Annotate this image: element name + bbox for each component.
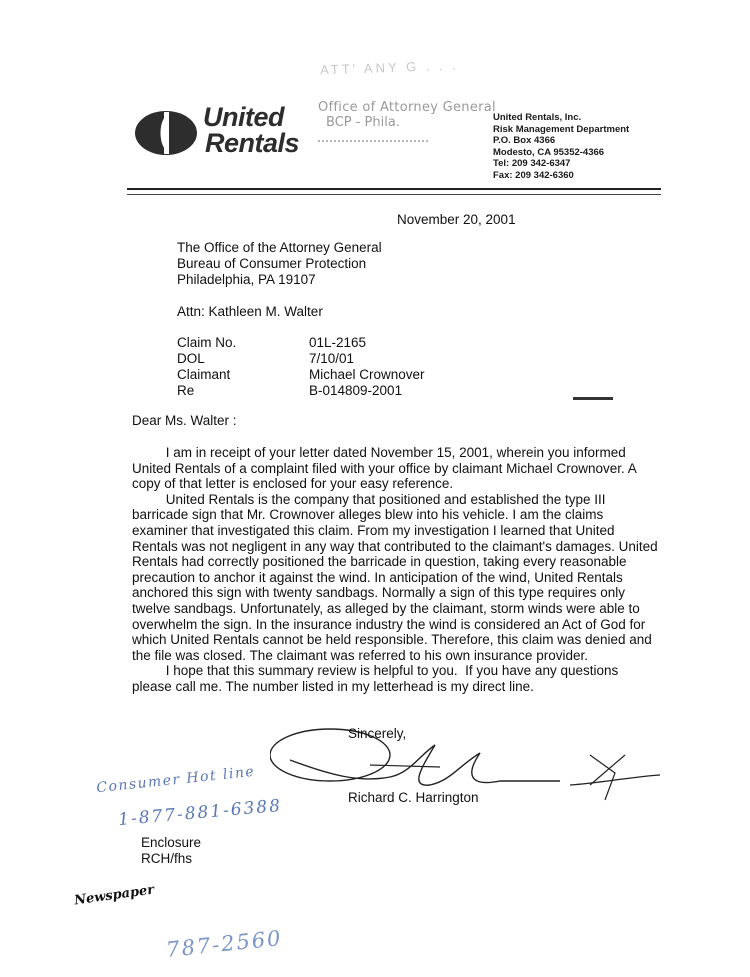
address-line: Bureau of Consumer Protection	[177, 256, 367, 271]
address-line: Philadelphia, PA 19107	[177, 272, 316, 287]
body-line: which United Rentals cannot be held responsible. Therefore, this claim was denied and	[132, 632, 652, 648]
body-line: I hope that this summary review is helpful to you. If you have any questions	[132, 663, 619, 679]
signer-name: Richard C. Harrington	[348, 790, 479, 805]
company-line: Fax: 209 342-6360	[493, 169, 574, 181]
body-line: precaution to anchor it against the wind. In anticipation of the wind, United Rentals	[132, 569, 623, 585]
claim-value: 01L-2165	[309, 335, 367, 350]
body-line: Rentals had correctly positioned the barricade in question, taking every reasonable	[132, 554, 627, 570]
company-address-block	[493, 112, 629, 181]
body-line: please call me. The number listed in my letterhead is my direct line.	[132, 678, 534, 694]
claim-labels	[177, 335, 236, 399]
stamp-line-1: Office of Attorney General	[318, 100, 496, 115]
company-line: P.O. Box 4366	[493, 135, 556, 146]
received-stamp	[318, 100, 496, 142]
letter-date: November 20, 2001	[397, 212, 516, 227]
body-line: copy of that letter is enclosed for your easy reference.	[132, 476, 454, 492]
claim-label: Re	[177, 383, 195, 398]
body-line: the file was closed. The claimant was referred to his own insurance provider.	[132, 647, 588, 663]
claim-values	[309, 335, 425, 399]
logo-line-2: Rentals	[205, 128, 300, 158]
letter-body	[132, 445, 662, 695]
company-line: Risk Management Department	[493, 123, 630, 135]
body-line: anchored this sign with twenty sandbags. Normally a sign of this type requires only	[132, 585, 626, 601]
handwritten-note-number: 787-2560	[165, 925, 284, 963]
faint-header-marks: ATT' ANY G . . .	[319, 57, 460, 78]
company-line: Modesto, CA 95352-4366	[493, 146, 605, 158]
header-rule	[127, 188, 661, 190]
body-line: barricade sign that Mr. Crownover alleges blew into his vehicle. I am the claims	[132, 507, 604, 523]
claim-label: Claimant	[177, 367, 231, 382]
enclosure-label: Enclosure	[141, 835, 202, 850]
company-line: Tel: 209 342-6347	[493, 158, 571, 169]
handwritten-note-phone: 1-877-881-6388	[117, 795, 283, 831]
margin-dash-mark	[573, 397, 613, 400]
enclosure-block	[141, 835, 201, 867]
claim-label: DOL	[177, 351, 205, 366]
recipient-address	[177, 240, 382, 288]
salutation: Dear Ms. Walter :	[132, 413, 237, 428]
claim-value: 7/10/01	[309, 351, 355, 366]
attention-line: Attn: Kathleen M. Walter	[177, 304, 323, 319]
handwritten-note-newspaper: Newspaper	[73, 882, 156, 909]
united-rentals-logo-icon	[134, 110, 198, 156]
logo-wordmark	[203, 104, 299, 156]
handwritten-note-hotline: Consumer Hot line	[95, 763, 256, 797]
body-line: examiner that investigated this claim. From my investigation I learned that United	[132, 522, 615, 538]
logo-line-1: United	[203, 102, 284, 132]
header-rule-thin	[127, 194, 661, 195]
typist-initials: RCH/fhs	[141, 851, 193, 866]
stamp-line-2: BCP - Phila.	[326, 115, 400, 130]
body-line: twelve sandbags. Unfortunately, as alleged by the claimant, storm winds were able to	[132, 600, 640, 616]
closing: Sincerely,	[348, 726, 407, 741]
body-line: Rentals was not negligent in any way that contributed to the claimant's damages. United	[132, 538, 658, 554]
body-line: I am in receipt of your letter dated November 15, 2001, wherein you informed	[132, 445, 626, 460]
claim-value: B-014809-2001	[309, 383, 403, 398]
body-line: overwhelm the sign. In the insurance industry the wind is considered an Act of God for	[132, 616, 646, 632]
body-line: United Rentals is the company that positioned and established the type III	[132, 491, 606, 507]
claim-label: Claim No.	[177, 335, 237, 350]
stamp-dots	[318, 130, 428, 142]
body-line: United Rentals of a complaint filed with your office by claimant Michael Crownover. A	[132, 460, 637, 476]
claim-value: Michael Crownover	[309, 367, 425, 382]
address-line: The Office of the Attorney General	[177, 240, 382, 255]
company-line: United Rentals, Inc.	[493, 112, 582, 123]
